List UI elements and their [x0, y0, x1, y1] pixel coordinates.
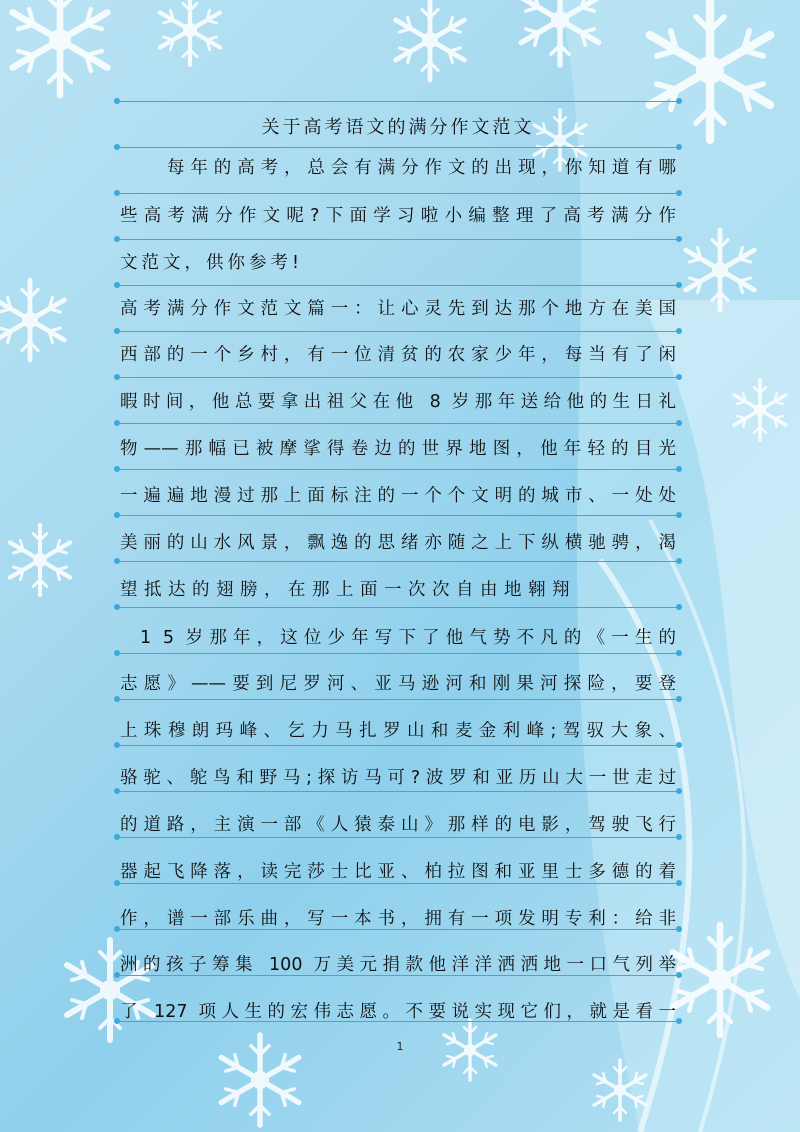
rule-line [118, 653, 678, 654]
document-title: 关于高考语文的满分作文范文 [261, 117, 535, 138]
text-line: 暇时间，他总要拿出祖父在他 8 岁那年送给他的生日礼 [120, 392, 676, 412]
text-line: 文范文，供你参考! [120, 253, 304, 273]
page-number: 1 [396, 1040, 404, 1053]
rule-line [118, 239, 678, 240]
text-line: 每年的高考，总会有满分作文的出现，你知道有哪 [167, 158, 676, 178]
rule-line [118, 193, 678, 194]
text-line: 物——那幅已被摩挲得卷边的世界地图，他年轻的目光 [120, 439, 676, 459]
text-line: 洲的孩子筹集 100 万美元捐款他洋洋洒洒地一口气列举 [120, 955, 676, 975]
rule-line [118, 285, 678, 286]
text-line: 望抵达的翅膀，在那上面一次次自由地翱翔 [120, 580, 576, 600]
text-line: 器起飞降落，读完莎士比亚、柏拉图和亚里士多德的着 [120, 862, 676, 882]
text-line: 美丽的山水风景，飘逸的思绪亦随之上下纵横驰骋，渴 [120, 533, 676, 553]
rule-line [118, 699, 678, 700]
rule-line [118, 469, 678, 470]
text-line: 志愿》——要到尼罗河、亚马逊河和刚果河探险，要登 [120, 674, 676, 694]
text-line: 作，谱一部乐曲，写一本书，拥有一项发明专利：给非 [120, 909, 676, 929]
rule-line [118, 331, 678, 332]
text-line: 上珠穆朗玛峰、乞力马扎罗山和麦金利峰;驾驭大象、 [120, 721, 676, 741]
text-line: 了 127 项人生的宏伟志愿。不要说实现它们，就是看一 [120, 1002, 676, 1022]
rule-line [118, 607, 678, 608]
text-line: 些高考满分作文呢?下面学习啦小编整理了高考满分作 [120, 206, 676, 226]
rule-line [118, 423, 678, 424]
text-line: 一遍遍地漫过那上面标注的一个个文明的城市、一处处 [120, 486, 676, 506]
text-line: 西部的一个乡村，有一位清贫的农家少年，每当有了闲 [120, 345, 676, 365]
text-line: 高考满分作文范文篇一：让心灵先到达那个地方在美国 [120, 299, 676, 319]
rule-line [118, 147, 678, 148]
rule-line [118, 377, 678, 378]
rule-line [118, 515, 678, 516]
rule-line [118, 561, 678, 562]
text-line: 骆驼、鸵鸟和野马;探访马可?波罗和亚历山大一世走过 [120, 768, 676, 788]
text-line: 1 5 岁那年，这位少年写下了他气势不凡的《一生的 [140, 628, 676, 648]
text-line: 的道路，主演一部《人猿泰山》那样的电影，驾驶飞行 [120, 815, 676, 835]
rule-line [118, 101, 678, 102]
